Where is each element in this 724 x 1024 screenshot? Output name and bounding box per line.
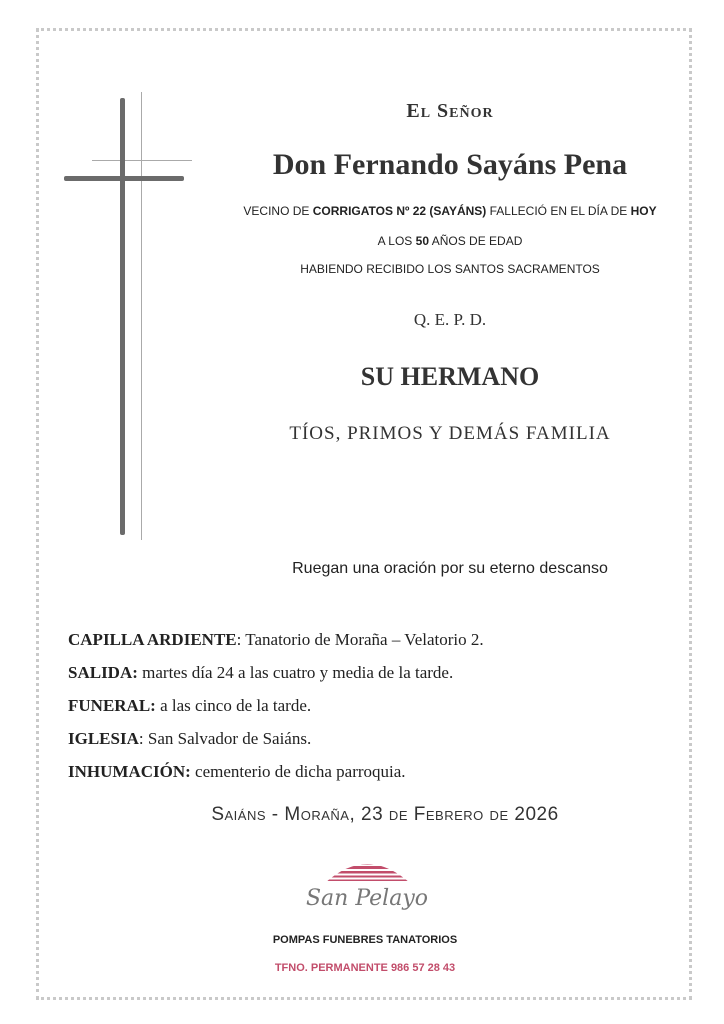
- detail-row-capilla: CAPILLA ARDIENTE: Tanatorio de Moraña – Velatorio 2.: [68, 630, 484, 649]
- detail-row-funeral: FUNERAL: a las cinco de la tarde.: [68, 696, 312, 715]
- detail-row-salida: SALIDA: martes día 24 a las cuatro y media de la tarde.: [68, 663, 454, 682]
- detail-row-iglesia: IGLESIA: San Salvador de Saiáns.: [68, 729, 312, 748]
- honorific-title: El Señor: [406, 100, 494, 122]
- prayer-request: Ruegan una oración por su eterno descanso: [292, 560, 608, 577]
- info-line-sacraments: HABIENDO RECIBIDO LOS SANTOS SACRAMENTOS: [300, 262, 600, 276]
- place-date: Saiáns - Moraña, 23 de Febrero de 2026: [211, 804, 559, 825]
- service-details: [68, 628, 484, 793]
- qepd-text: Q. E. P. D.: [413, 310, 487, 329]
- info-line-residence: VECINO DE CORRIGATOS Nº 22 (SAYÁNS) FALLECIÓ EN EL DÍA DE HOY: [243, 204, 657, 218]
- family-others: TÍOS, PRIMOS Y DEMÁS FAMILIA: [289, 423, 611, 444]
- deceased-name: Don Fernando Sayáns Pena: [272, 148, 628, 181]
- san-pelayo-logo: [300, 853, 435, 923]
- company-name: POMPAS FUNEBRES TANATORIOS: [272, 934, 458, 946]
- family-main: SU HERMANO: [360, 362, 540, 391]
- phone-number: TFNO. PERMANENTE 986 57 28 43: [274, 962, 456, 974]
- detail-row-inhumacion: INHUMACIÓN: cementerio de dicha parroquia.: [68, 762, 406, 781]
- logo-text: San Pelayo: [305, 886, 429, 911]
- info-line-age: A LOS 50 AÑOS DE EDAD: [377, 234, 523, 248]
